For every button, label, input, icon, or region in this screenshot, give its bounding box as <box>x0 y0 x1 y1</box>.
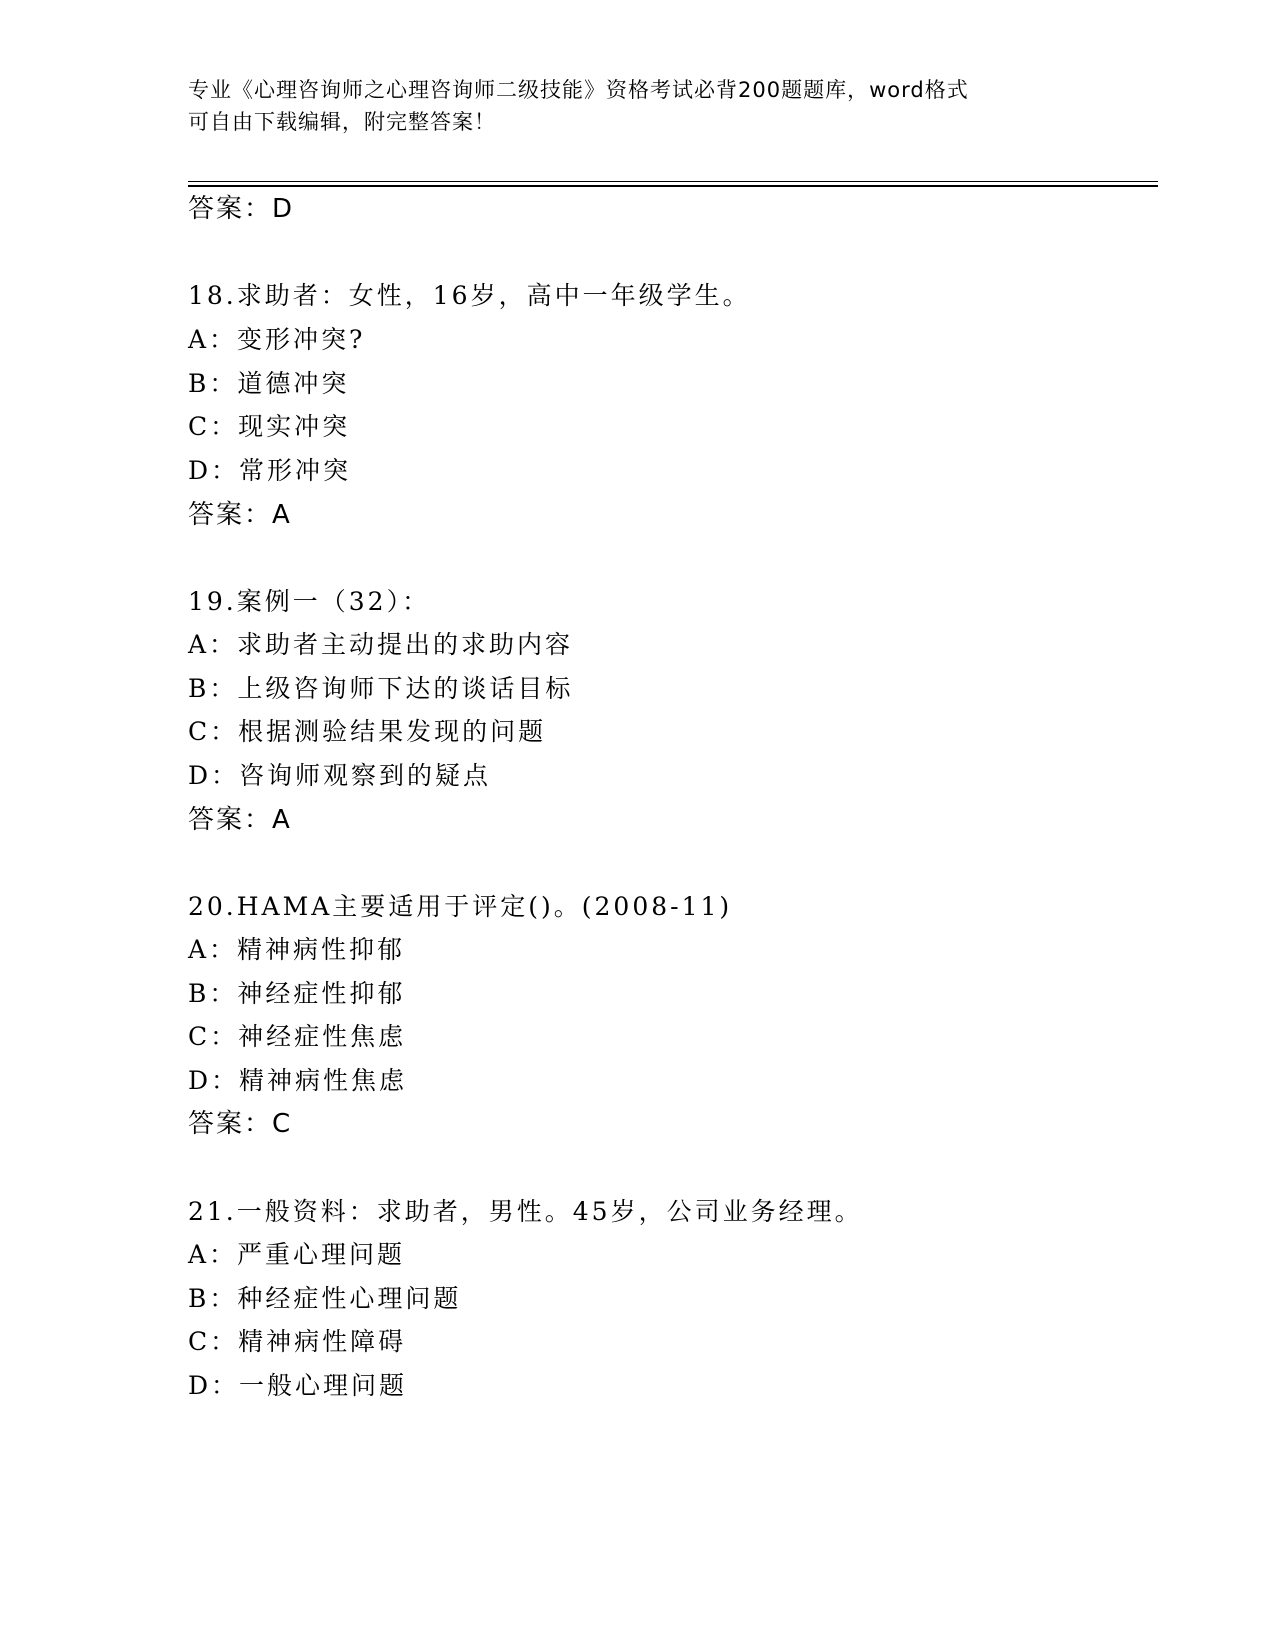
question-stem: 20.HAMA主要适用于评定()。(2008-11) <box>188 892 733 921</box>
option-d: D：一般心理问题 <box>188 1371 408 1400</box>
option-d: D：常形冲突 <box>188 456 352 485</box>
header-rule-thin <box>188 181 1158 182</box>
answer: 答案：A <box>188 805 292 835</box>
option-d: D：精神病性焦虑 <box>188 1066 408 1095</box>
header-line-1: 专业《心理咨询师之心理咨询师二级技能》资格考试必背200题题库，word格式 <box>188 78 969 102</box>
question-stem: 19.案例一（32）： <box>188 587 431 616</box>
option-a: A：求助者主动提出的求助内容 <box>188 630 574 659</box>
question-stem: 18.求助者：女性，16岁，高中一年级学生。 <box>188 281 751 310</box>
option-a: A：严重心理问题 <box>188 1240 406 1269</box>
option-c: C：现实冲突 <box>188 412 351 441</box>
option-b: B：上级咨询师下达的谈话目标 <box>188 674 574 703</box>
option-b: B：道德冲突 <box>188 369 350 398</box>
previous-answer: 答案：D <box>188 194 295 224</box>
option-c: C：神经症性焦虑 <box>188 1022 407 1051</box>
option-c: C：根据测验结果发现的问题 <box>188 717 547 746</box>
option-c: C：精神病性障碍 <box>188 1327 407 1356</box>
header-line-2: 可自由下载编辑，附完整答案！ <box>188 110 496 134</box>
answer: 答案：A <box>188 500 292 530</box>
option-b: B：神经症性抑郁 <box>188 979 406 1008</box>
question-stem: 21.一般资料：求助者，男性。45岁，公司业务经理。 <box>188 1197 863 1226</box>
option-d: D：咨询师观察到的疑点 <box>188 761 492 790</box>
option-a: A：精神病性抑郁 <box>188 935 406 964</box>
option-b: B：种经症性心理问题 <box>188 1284 462 1313</box>
option-a: A：变形冲突? <box>188 325 366 354</box>
header-rule-thick <box>188 185 1158 187</box>
document-header <box>188 74 1068 138</box>
answer: 答案：C <box>188 1109 293 1139</box>
